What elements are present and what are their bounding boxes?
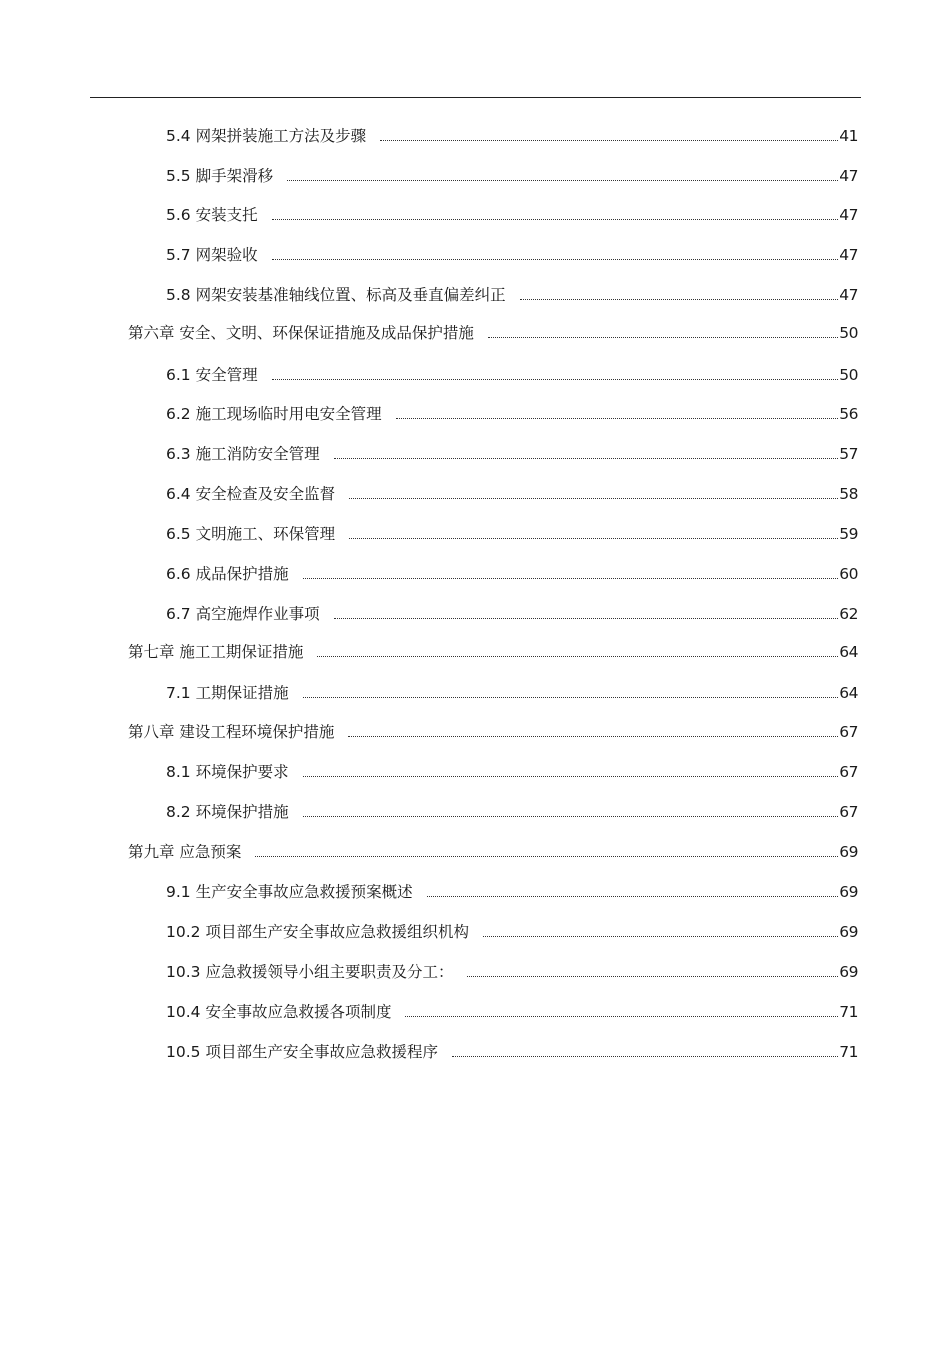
toc-entry-title: 7.1 工期保证措施 bbox=[166, 684, 289, 702]
toc-entry-title: 5.6 安装支托 bbox=[166, 206, 258, 224]
toc-page-number: 67 bbox=[839, 763, 858, 781]
toc-page-number: 64 bbox=[839, 684, 858, 702]
toc-page-number: 59 bbox=[839, 525, 858, 543]
dot-leader bbox=[303, 776, 838, 777]
dot-leader bbox=[488, 337, 838, 338]
toc-entry-title: 10.3 应急救援领导小组主要职责及分工： bbox=[166, 963, 454, 981]
toc-entry-title: 8.1 环境保护要求 bbox=[166, 763, 289, 781]
toc-entry-title: 第七章 施工工期保证措施 bbox=[128, 643, 304, 661]
toc-page-number: 60 bbox=[839, 565, 858, 583]
toc-entry-title: 8.2 环境保护措施 bbox=[166, 803, 289, 821]
dot-leader bbox=[317, 656, 838, 657]
toc-entry[interactable] bbox=[166, 999, 858, 1025]
dot-leader bbox=[520, 299, 838, 300]
toc-entry-title: 6.3 施工消防安全管理 bbox=[166, 445, 320, 463]
toc-page-number: 71 bbox=[839, 1043, 858, 1061]
toc-page-number: 47 bbox=[839, 206, 858, 224]
toc-entry-title: 6.4 安全检查及安全监督 bbox=[166, 485, 336, 503]
dot-leader bbox=[272, 259, 838, 260]
toc-entry-title: 9.1 生产安全事故应急救援预案概述 bbox=[166, 883, 413, 901]
toc-entry[interactable] bbox=[166, 202, 858, 228]
toc-entry[interactable] bbox=[166, 441, 858, 467]
toc-entry[interactable] bbox=[166, 601, 858, 627]
toc-page-number: 50 bbox=[839, 366, 858, 384]
dot-leader bbox=[405, 1016, 838, 1017]
dot-leader bbox=[272, 379, 838, 380]
dot-leader bbox=[303, 816, 838, 817]
toc-page-number: 69 bbox=[839, 923, 858, 941]
toc-entry[interactable] bbox=[166, 282, 858, 308]
toc-page-number: 47 bbox=[839, 167, 858, 185]
dot-leader bbox=[427, 896, 838, 897]
toc-chapter-entry[interactable] bbox=[128, 719, 858, 745]
toc-entry[interactable] bbox=[166, 362, 858, 388]
toc-entry[interactable] bbox=[166, 919, 858, 945]
dot-leader bbox=[334, 618, 838, 619]
toc-page-number: 41 bbox=[839, 127, 858, 145]
toc-entry-title: 5.5 脚手架滑移 bbox=[166, 167, 274, 185]
toc-entry[interactable] bbox=[166, 521, 858, 547]
toc-entry-title: 5.8 网架安装基准轴线位置、标高及垂直偏差纠正 bbox=[166, 286, 506, 304]
dot-leader bbox=[452, 1056, 838, 1057]
dot-leader bbox=[380, 140, 838, 141]
toc-entry[interactable] bbox=[166, 680, 858, 706]
dot-leader bbox=[334, 458, 838, 459]
dot-leader bbox=[349, 498, 838, 499]
dot-leader bbox=[467, 976, 838, 977]
toc-page-number: 67 bbox=[839, 723, 858, 741]
toc-chapter-entry[interactable] bbox=[128, 320, 858, 346]
toc-page-number: 57 bbox=[839, 445, 858, 463]
toc-entry[interactable] bbox=[166, 759, 858, 785]
toc-entry-title: 6.7 高空施焊作业事项 bbox=[166, 605, 320, 623]
toc-page-number: 69 bbox=[839, 843, 858, 861]
toc-entry-title: 6.2 施工现场临时用电安全管理 bbox=[166, 405, 382, 423]
toc-entry[interactable] bbox=[166, 401, 858, 427]
dot-leader bbox=[287, 180, 838, 181]
toc-entry[interactable] bbox=[166, 879, 858, 905]
toc-page-number: 71 bbox=[839, 1003, 858, 1021]
toc-entry-title: 10.2 项目部生产安全事故应急救援组织机构 bbox=[166, 923, 469, 941]
toc-entry[interactable] bbox=[166, 799, 858, 825]
toc-page-number: 67 bbox=[839, 803, 858, 821]
toc-entry[interactable] bbox=[166, 959, 858, 985]
header-rule bbox=[90, 97, 861, 98]
dot-leader bbox=[303, 697, 838, 698]
toc-page-number: 50 bbox=[839, 324, 858, 342]
toc-entry[interactable] bbox=[166, 561, 858, 587]
toc-page-number: 64 bbox=[839, 643, 858, 661]
dot-leader bbox=[483, 936, 838, 937]
dot-leader bbox=[349, 538, 838, 539]
toc-entry[interactable] bbox=[166, 123, 858, 149]
toc-page-number: 58 bbox=[839, 485, 858, 503]
dot-leader bbox=[255, 856, 838, 857]
toc-entry-title: 第九章 应急预案 bbox=[128, 843, 242, 861]
toc-page-number: 62 bbox=[839, 605, 858, 623]
toc-entry[interactable] bbox=[166, 481, 858, 507]
dot-leader bbox=[303, 578, 838, 579]
toc-page-number: 56 bbox=[839, 405, 858, 423]
toc-page-number: 69 bbox=[839, 963, 858, 981]
toc-entry-title: 6.5 文明施工、环保管理 bbox=[166, 525, 336, 543]
toc-page-number: 47 bbox=[839, 246, 858, 264]
toc-entry-title: 5.4 网架拼装施工方法及步骤 bbox=[166, 127, 367, 145]
toc-chapter-entry[interactable] bbox=[128, 639, 858, 665]
dot-leader bbox=[396, 418, 838, 419]
toc-entry-title: 第八章 建设工程环境保护措施 bbox=[128, 723, 335, 741]
toc-entry-title: 5.7 网架验收 bbox=[166, 246, 258, 264]
toc-entry[interactable] bbox=[166, 163, 858, 189]
toc-entry-title: 6.1 安全管理 bbox=[166, 366, 258, 384]
dot-leader bbox=[348, 736, 838, 737]
toc-page-number: 69 bbox=[839, 883, 858, 901]
toc-entry[interactable] bbox=[166, 1039, 858, 1065]
toc-chapter-entry[interactable] bbox=[128, 839, 858, 865]
toc-entry-title: 10.5 项目部生产安全事故应急救援程序 bbox=[166, 1043, 438, 1061]
toc-entry-title: 10.4 安全事故应急救援各项制度 bbox=[166, 1003, 392, 1021]
dot-leader bbox=[272, 219, 838, 220]
toc-page-number: 47 bbox=[839, 286, 858, 304]
toc-entry[interactable] bbox=[166, 242, 858, 268]
toc-entry-title: 6.6 成品保护措施 bbox=[166, 565, 289, 583]
toc-entry-title: 第六章 安全、文明、环保保证措施及成品保护措施 bbox=[128, 324, 474, 342]
